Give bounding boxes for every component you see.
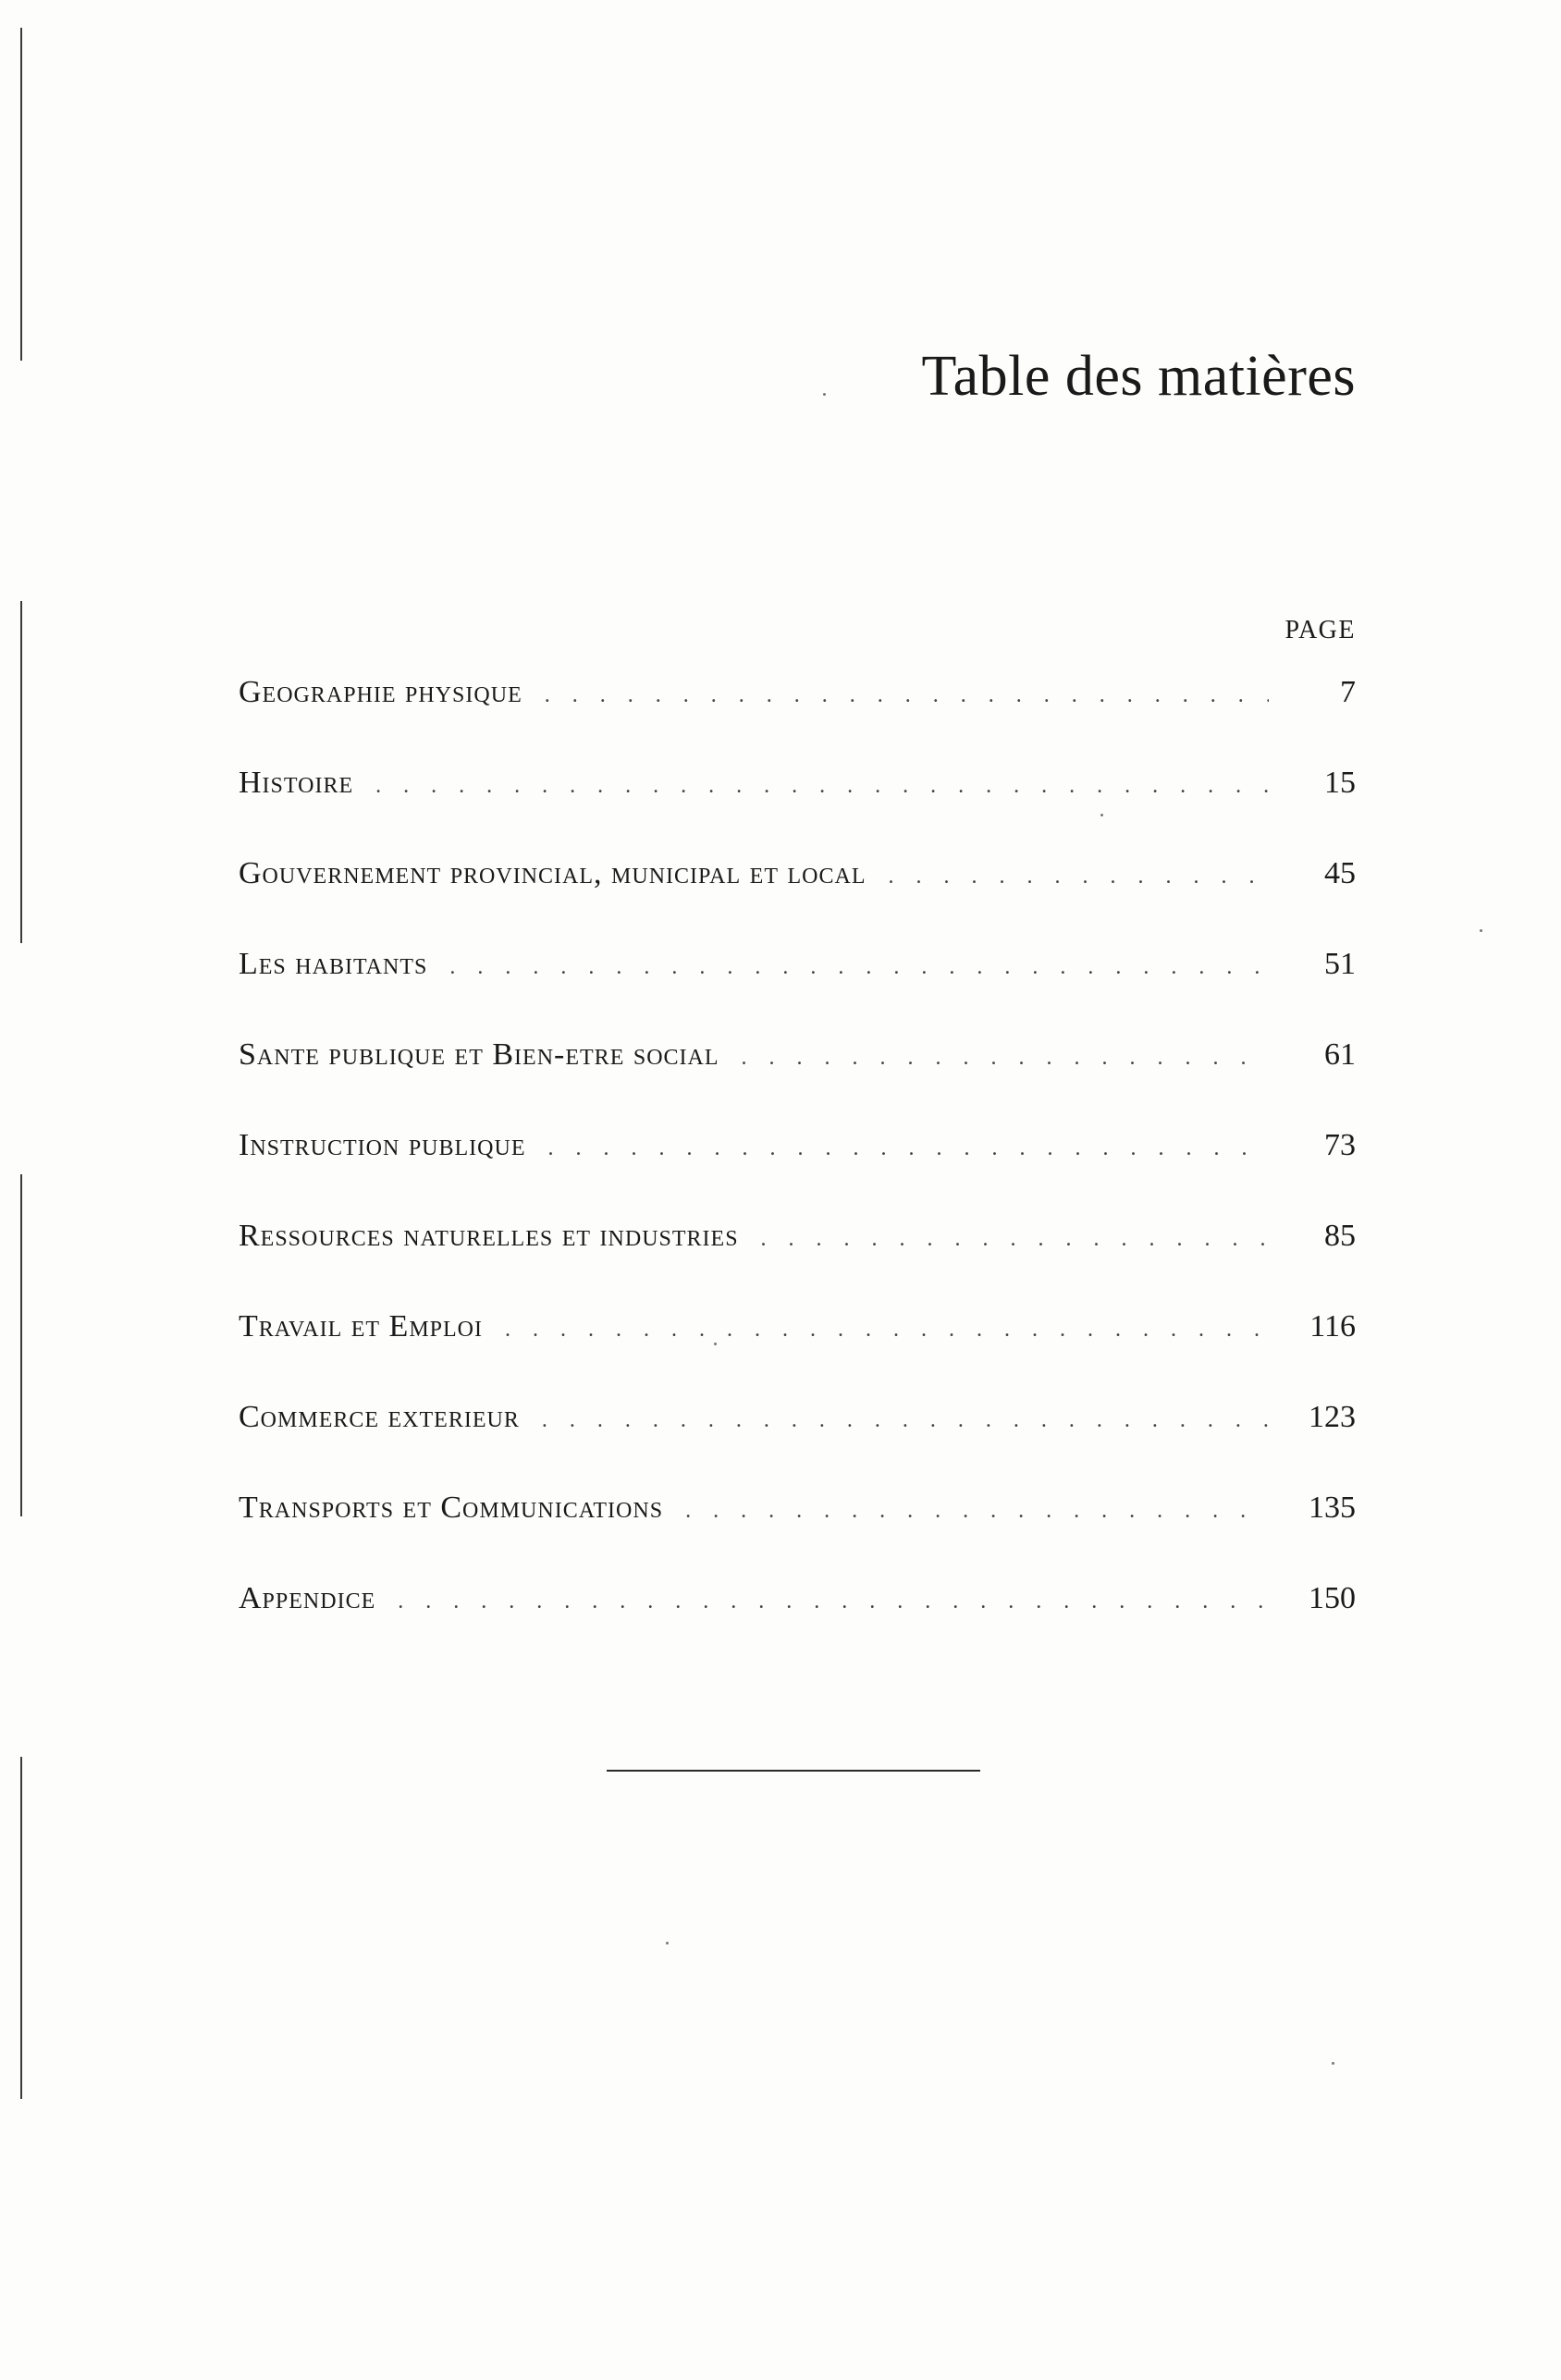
toc-entry-page: 7	[1340, 675, 1356, 709]
toc-entry-label: Geographie physique	[239, 675, 522, 709]
toc-entry	[239, 738, 1356, 828]
toc-entry-page: 45	[1324, 856, 1356, 890]
toc-entry	[239, 1463, 1356, 1553]
section-divider	[607, 1770, 980, 1772]
toc-entry	[239, 1010, 1356, 1100]
toc-entry-page: 15	[1324, 766, 1356, 800]
binding-mark	[20, 601, 22, 943]
toc-entry-label: Transports et Communications	[239, 1491, 664, 1525]
toc-entry-label: Appendice	[239, 1581, 376, 1615]
binding-mark	[20, 28, 22, 361]
toc-entry	[239, 1100, 1356, 1191]
dot-leader	[548, 1103, 1270, 1194]
binding-mark	[20, 1174, 22, 1516]
toc-entry-page: 85	[1324, 1219, 1356, 1253]
dot-leader	[545, 650, 1269, 741]
toc-entry	[239, 1282, 1356, 1372]
toc-entry-page: 51	[1324, 947, 1356, 981]
toc-entry-page: 123	[1309, 1400, 1356, 1434]
scan-speck	[1332, 2062, 1334, 2065]
dot-leader	[761, 1194, 1269, 1284]
toc-entry	[239, 1372, 1356, 1463]
toc-entry-label: Ressources naturelles et industries	[239, 1219, 739, 1253]
table-of-contents	[239, 647, 1356, 1644]
page-column-header: PAGE	[1284, 616, 1356, 644]
toc-entry-page: 135	[1309, 1491, 1356, 1525]
toc-entry-page: 150	[1309, 1581, 1356, 1615]
scan-speck	[1480, 929, 1482, 932]
toc-entry	[239, 828, 1356, 919]
toc-entry-label: Les habitants	[239, 947, 428, 981]
toc-entry-label: Commerce exterieur	[239, 1400, 520, 1434]
toc-entry-page: 73	[1324, 1128, 1356, 1162]
toc-entry-label: Instruction publique	[239, 1128, 526, 1162]
toc-entry-label: Sante publique et Bien-etre social	[239, 1037, 719, 1072]
dot-leader	[685, 1466, 1269, 1556]
dot-leader	[505, 1284, 1269, 1375]
dot-leader	[375, 741, 1269, 831]
dot-leader	[888, 831, 1269, 922]
scan-speck	[666, 1942, 669, 1944]
page-title: Table des matières	[921, 345, 1356, 408]
toc-entry-label: Gouvernement provincial, municipal et local	[239, 856, 867, 890]
toc-entry	[239, 647, 1356, 738]
toc-entry-label: Travail et Emploi	[239, 1309, 483, 1343]
scan-speck	[1100, 814, 1103, 816]
toc-entry-label: Histoire	[239, 766, 354, 800]
dot-leader	[742, 1012, 1269, 1103]
dot-leader	[398, 1556, 1269, 1647]
scan-speck	[714, 1343, 717, 1345]
toc-entry	[239, 1191, 1356, 1282]
dot-leader	[449, 922, 1269, 1012]
toc-entry-page: 116	[1309, 1309, 1356, 1343]
scan-speck	[823, 393, 826, 396]
toc-entry	[239, 1553, 1356, 1644]
binding-mark	[20, 1757, 22, 2099]
toc-entry	[239, 919, 1356, 1010]
dot-leader	[542, 1375, 1269, 1466]
toc-entry-page: 61	[1324, 1037, 1356, 1072]
